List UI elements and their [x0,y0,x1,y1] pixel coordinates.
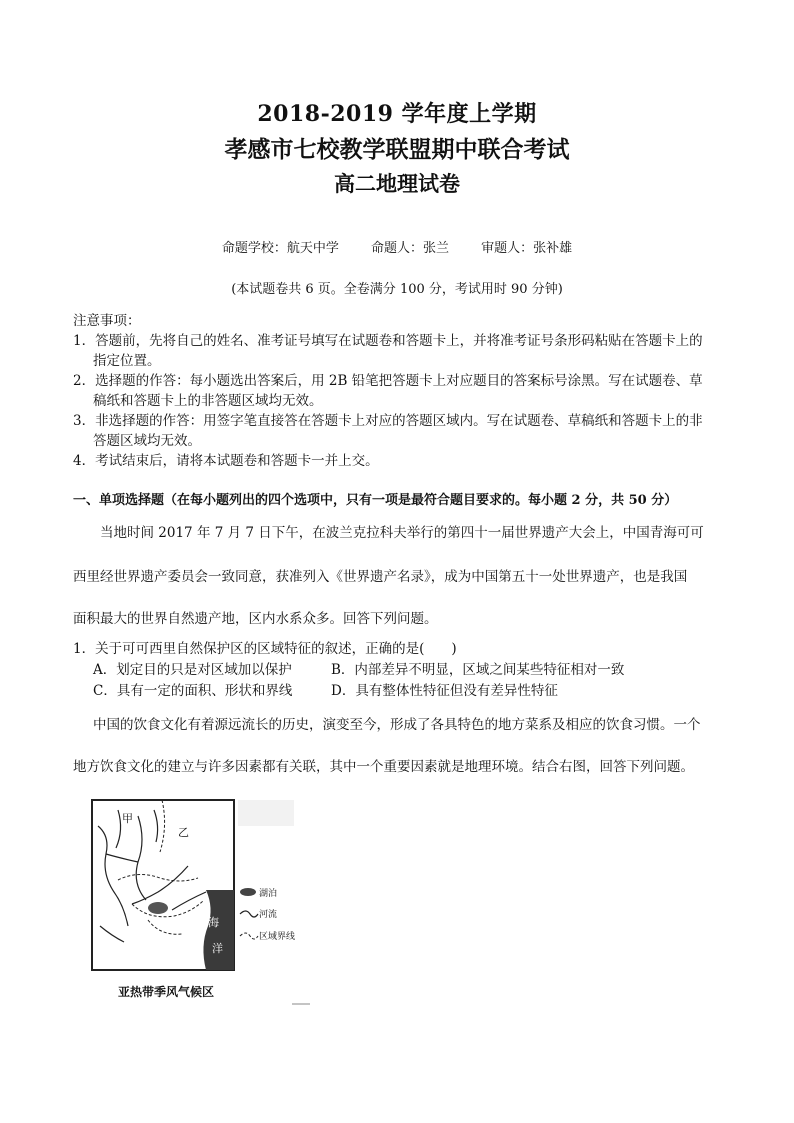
question-1-option-d: D．具有整体性特征但没有差异性特征 [331,683,558,699]
notice-item-1-cont: 指定位置。 [93,353,161,369]
legend-lake-label: 湖泊 [259,889,278,899]
passage-2-line-1: 中国的饮食文化有着源远流长的历史，演变至今，形成了各具特色的地方菜系及相应的饮食习惯。一个 [93,717,701,733]
question-reviewer: 审题人：张补雄 [481,241,573,256]
passage-2-line-2: 地方饮食文化的建立与许多因素都有关联，其中一个重要因素就是地理环境。结合右图，回答下列问题。 [73,759,694,775]
region-map-figure [88,796,310,1008]
legend-lake-icon [240,888,256,896]
notice-item-4: 4．考试结束后，请将本试题卷和答题卡一并上交。 [73,453,379,469]
lake-shape [148,902,168,914]
exam-subject-title: 高二地理试卷 [334,171,460,196]
notice-item-2: 2．选择题的作答：每小题选出答案后，用 2B 铅笔把答题卡上对应题目的答案标号涂黑。写在试题卷、草 [73,373,703,389]
question-1: 1．关于可可西里自然保护区的区域特征的叙述，正确的是( ) [73,641,457,657]
notice-item-3-cont: 答题区域均无效。 [93,433,201,449]
setting-school: 命题学校：航天中学 [221,241,339,256]
notice-title: 注意事项： [73,313,141,329]
exam-info-note: (本试题卷共 6 页。全卷满分 100 分，考试用时 90 分钟) [231,282,563,297]
notice-item-2-cont: 稿纸和答题卡上的非答题区域均无效。 [93,393,323,409]
region-label-jia: 甲 [122,812,133,825]
legend-boundary-icon [240,933,258,939]
notice-item-3: 3．非选择题的作答：用签字笔直接答在答题卡上对应的答题区域内。写在试题卷、草稿纸和答题卡上的非 [73,413,703,429]
question-1-option-c: C．具有一定的面积、形状和界线 [93,683,293,699]
exam-authors [0,237,794,256]
region-label-yi: 乙 [178,826,189,839]
ocean-label-1: 海 [208,916,219,929]
legend-boundary-label: 区域界线 [259,932,296,942]
question-author: 命题人：张兰 [370,241,449,256]
passage-1-line-3: 面积最大的世界自然遗产地，区内水系众多。回答下列问题。 [73,611,438,627]
scan-smudge [238,800,294,826]
passage-1-line-2: 西里经世界遗产委员会一致同意，获准列入《世界遗产名录》，成为中国第五十一处世界遗产，也是我国 [73,569,688,585]
legend-river-icon [240,911,258,917]
exam-term-title: 2018-2019 学年度上学期 [257,101,537,127]
section-heading: 一、单项选择题（在每小题列出的四个选项中，只有一项是最符合题目要求的。每小题 2 分，共 50 分） [73,493,678,508]
ocean-label-2: 洋 [212,942,223,955]
map-legend [240,887,295,942]
question-1-option-b: B．内部差异不明显，区域之间某些特征相对一致 [331,662,625,678]
notice-item-1: 1．答题前，先将自己的姓名、准考证号填写在试题卷和答题卡上，并将准考证号条形码粘贴在答题卡上的 [73,333,703,349]
question-1-option-a: A．划定目的只是对区域加以保护 [93,662,292,678]
passage-1-line-1: 当地时间 2017 年 7 月 7 日下午，在波兰克拉科夫举行的第四十一届世界遗产大会上，中国青海可可 [100,525,704,541]
exam-name-title: 孝感市七校教学联盟期中联合考试 [224,136,570,163]
map-caption: 亚热带季风气候区 [118,985,215,999]
legend-river-label: 河流 [259,910,278,920]
